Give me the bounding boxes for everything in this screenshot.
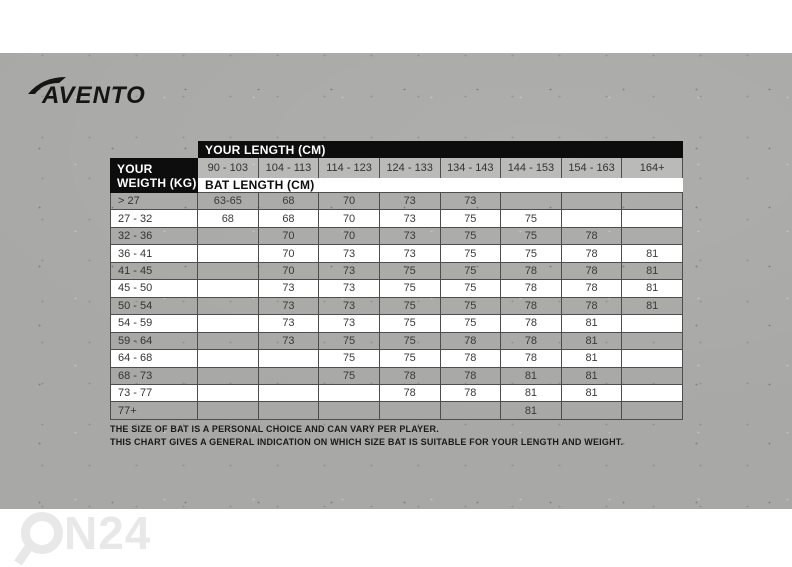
table-cell <box>198 402 259 419</box>
table-cell: 78 <box>501 280 562 297</box>
table-cell: 73 <box>259 280 320 297</box>
table-cell: 73 <box>380 193 441 210</box>
row-label: 50 - 54 <box>110 298 198 315</box>
table-cell: 78 <box>441 350 502 367</box>
table-cell: 75 <box>441 245 502 262</box>
table-cell <box>198 368 259 385</box>
table-cell: 75 <box>380 350 441 367</box>
size-note <box>110 423 623 448</box>
table-cell: 81 <box>501 385 562 402</box>
row-label: 54 - 59 <box>110 315 198 332</box>
table-cell: 68 <box>259 210 320 227</box>
table-cell: 75 <box>441 263 502 280</box>
table-cell: 78 <box>501 263 562 280</box>
table-cell: 81 <box>622 280 683 297</box>
table-cell: 81 <box>501 368 562 385</box>
table-cell: 73 <box>380 210 441 227</box>
table-cell: 70 <box>259 245 320 262</box>
row-label: 73 - 77 <box>110 385 198 402</box>
table-cell: 73 <box>319 315 380 332</box>
table-cell <box>198 350 259 367</box>
row-label: 59 - 64 <box>110 333 198 350</box>
weight-header-line1: YOUR <box>117 162 153 176</box>
table-cell <box>198 385 259 402</box>
table-cell: 73 <box>319 245 380 262</box>
table-cell: 73 <box>259 333 320 350</box>
table-cell <box>562 210 623 227</box>
row-label: 32 - 36 <box>110 228 198 245</box>
table-cell <box>622 368 683 385</box>
table-cell: 78 <box>501 298 562 315</box>
table-cell <box>319 402 380 419</box>
column-header: 164+ <box>622 158 683 178</box>
table-cell: 78 <box>562 280 623 297</box>
table-cell <box>259 350 320 367</box>
table-cell: 78 <box>441 368 502 385</box>
table-cell <box>319 385 380 402</box>
table-cell: 75 <box>380 280 441 297</box>
column-header: 114 - 123 <box>319 158 380 178</box>
table-cell: 81 <box>622 245 683 262</box>
table-cell: 78 <box>441 333 502 350</box>
row-label: 45 - 50 <box>110 280 198 297</box>
table-cell: 81 <box>562 368 623 385</box>
table-cell: 73 <box>441 193 502 210</box>
column-header: 104 - 113 <box>259 158 320 178</box>
table-cell: 68 <box>259 193 320 210</box>
column-header: 134 - 143 <box>441 158 502 178</box>
on24-watermark <box>14 505 184 567</box>
table-cell: 78 <box>380 385 441 402</box>
row-label: > 27 <box>110 193 198 210</box>
table-cell <box>622 210 683 227</box>
table-cell: 73 <box>319 263 380 280</box>
table-cell: 78 <box>562 263 623 280</box>
table-cell: 73 <box>319 280 380 297</box>
table-cell: 78 <box>501 315 562 332</box>
table-cell: 73 <box>259 298 320 315</box>
table-cell: 78 <box>562 298 623 315</box>
table-cell: 78 <box>501 350 562 367</box>
table-cell: 73 <box>380 245 441 262</box>
table-cell <box>259 402 320 419</box>
table-cell: 75 <box>380 298 441 315</box>
table-cell <box>622 315 683 332</box>
table-cell <box>622 350 683 367</box>
table-cell: 70 <box>319 228 380 245</box>
table-cell: 78 <box>562 228 623 245</box>
table-cell: 75 <box>441 228 502 245</box>
table-cell: 70 <box>319 193 380 210</box>
table-cell <box>198 228 259 245</box>
table-cell <box>622 228 683 245</box>
table-cell: 73 <box>380 228 441 245</box>
table-cell: 75 <box>380 315 441 332</box>
table-cell: 63-65 <box>198 193 259 210</box>
table-cell <box>259 385 320 402</box>
row-label: 77+ <box>110 402 198 419</box>
column-header: 124 - 133 <box>380 158 441 178</box>
table-cell: 78 <box>441 385 502 402</box>
table-cell: 70 <box>319 210 380 227</box>
table-cell <box>198 315 259 332</box>
table-cell: 81 <box>562 333 623 350</box>
weight-header-line2: WEIGTH (KG) <box>117 176 197 190</box>
table-cell <box>562 193 623 210</box>
length-header: YOUR LENGTH (CM) <box>198 141 683 158</box>
column-header: 90 - 103 <box>198 158 259 178</box>
table-cell: 73 <box>259 315 320 332</box>
table-cell <box>622 193 683 210</box>
row-label: 36 - 41 <box>110 245 198 262</box>
watermark-text: N24 <box>64 507 152 559</box>
table-cell: 73 <box>319 298 380 315</box>
table-cell <box>259 368 320 385</box>
row-label: 68 - 73 <box>110 368 198 385</box>
table-cell <box>562 402 623 419</box>
table-cell: 75 <box>319 333 380 350</box>
table-cell: 70 <box>259 263 320 280</box>
table-cell <box>501 193 562 210</box>
table-cell: 75 <box>441 315 502 332</box>
table-cell <box>198 280 259 297</box>
table-cell <box>380 402 441 419</box>
table-cell: 75 <box>319 368 380 385</box>
avento-logo <box>26 72 176 114</box>
table-cell: 78 <box>501 333 562 350</box>
table-cell: 75 <box>501 228 562 245</box>
table-cell: 78 <box>562 245 623 262</box>
table-cell <box>622 333 683 350</box>
table-cell: 81 <box>562 385 623 402</box>
table-cell: 81 <box>501 402 562 419</box>
table-cell: 81 <box>562 315 623 332</box>
table-cell <box>441 402 502 419</box>
table-cell: 75 <box>501 245 562 262</box>
bat-length-header: BAT LENGTH (CM) <box>198 178 683 193</box>
table-cell: 75 <box>380 333 441 350</box>
table-cell <box>198 333 259 350</box>
table-cell: 68 <box>198 210 259 227</box>
table-cell <box>622 385 683 402</box>
size-note-line1: THE SIZE OF BAT IS A PERSONAL CHOICE AND CAN VARY PER PLAYER. <box>110 424 439 434</box>
table-cell <box>198 245 259 262</box>
magnifier-o-icon <box>18 517 59 564</box>
row-label: 64 - 68 <box>110 350 198 367</box>
table-cell: 70 <box>259 228 320 245</box>
bat-size-table <box>110 141 683 420</box>
table-cell: 75 <box>319 350 380 367</box>
table-cell: 81 <box>622 263 683 280</box>
table-cell <box>198 263 259 280</box>
column-header: 154 - 163 <box>562 158 623 178</box>
table-cell: 81 <box>562 350 623 367</box>
table-cell <box>198 298 259 315</box>
table-cell: 81 <box>622 298 683 315</box>
table-cell: 75 <box>441 210 502 227</box>
logo-text: AVENTO <box>42 82 146 109</box>
weight-header <box>110 158 198 193</box>
table-cell: 75 <box>441 298 502 315</box>
table-cell: 75 <box>380 263 441 280</box>
table-cell: 78 <box>380 368 441 385</box>
table-cell: 75 <box>441 280 502 297</box>
row-label: 41 - 45 <box>110 263 198 280</box>
size-note-line2: THIS CHART GIVES A GENERAL INDICATION ON WHICH SIZE BAT IS SUITABLE FOR YOUR LENGTH AND WEIGHT. <box>110 436 624 447</box>
row-label: 27 - 32 <box>110 210 198 227</box>
table-cell <box>622 402 683 419</box>
table-cell: 75 <box>501 210 562 227</box>
column-header: 144 - 153 <box>501 158 562 178</box>
